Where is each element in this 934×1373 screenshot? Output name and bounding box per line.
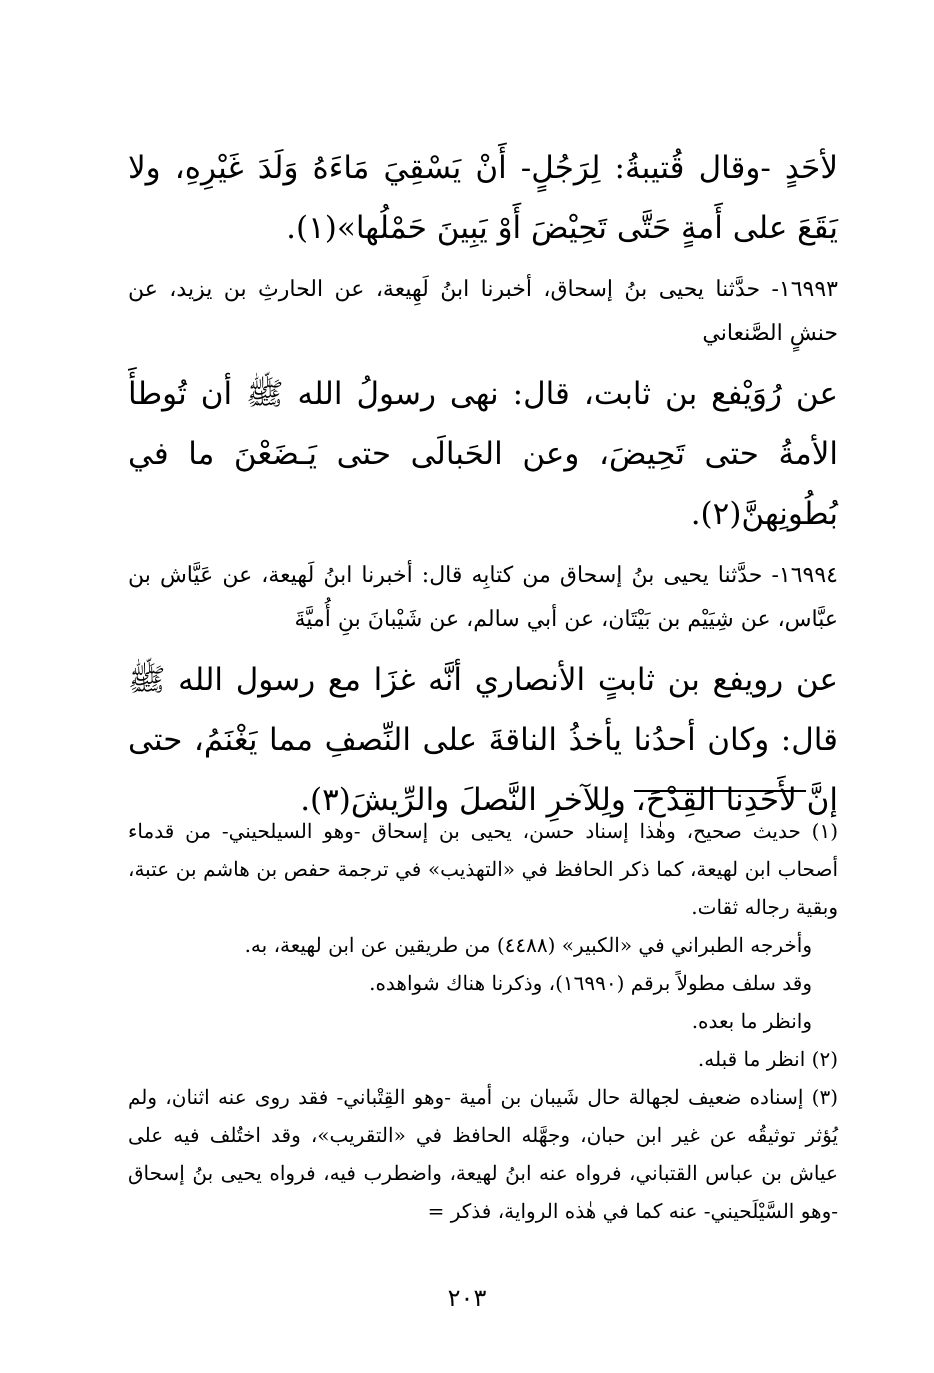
footnote-1: (١) حديث صحيح، وهٰذا إسناد حسن، يحيى بن إسحاق -وهو السيلحيني- من قدماء أصحاب ابن لهيعة، كما ذكر الحافظ في «التهذيب» في ترجمة حفص بن هاشم بن عتبة، وبقية رجاله ثقات. <box>128 819 838 919</box>
hadith-text-3: عن رويفع بن ثابتٍ الأنصاري أنَّه غزَا مع رسول الله ﷺ قال: وكان أحدُنا يأخذُ الناقةَ على النِّصفِ مما يَغْنَمُ، حتى إنَّ لأَحَدِنا القِدْحَ، ولِلآخرِ النَّصلَ والرِّيشَ(٣). <box>128 662 838 818</box>
footnote-1-see-next: وانظر ما بعده. <box>691 1009 812 1033</box>
footnote-1-takhrij: وأخرجه الطبراني في «الكبير» (٤٤٨٨) من طريقين عن ابن لهيعة، به. <box>244 933 812 957</box>
footnote-1-cross-reference: وقد سلف مطولاً برقم (١٦٩٩٠)، وذكرنا هناك شواهده. <box>369 971 812 995</box>
hadith-text-1: لأحَدٍ -وقال قُتيبةُ: لِرَجُلٍ- أَنْ يَسْقِيَ مَاءَهُ وَلَدَ غَيْرِهِ، ولا يَقَعَ على أَمةٍ حَتَّى تَحِيْضَ أَوْ يَبِينَ حَمْلُها»(١). <box>128 150 838 246</box>
isnad-16994: ١٦٩٩٤- حدَّثنا يحيى بنُ إسحاق من كتابِه قال: أخبرنا ابنُ لَهيعة، عن عَيَّاش بن عبَّاس، عن شِيَيْم بن بَيْتَان، عن أبي سالم، عن شَيْبانَ بنِ أُميَّةَ <box>128 563 838 632</box>
footnote-2: (٢) انظر ما قبله. <box>697 1047 838 1071</box>
footnote-separator <box>634 790 806 792</box>
footnote-3: (٣) إسناده ضعيف لجهالة حال شَيبان بن أمية -وهو القِتْباني- فقد روى عنه اثنان، ولم يُؤثر توثيقُه عن غير ابن حبان، وجهَّله الحافظ في «التقريب»، وقد اختُلف فيه على عياش بن عباس القتباني، فرواه عنه ابنُ لهيعة، واضطرب فيه، فرواه يحيى بنُ إسحاق -وهو السَّيْلَحيني- عنه كما في هٰذه الرواية، فذكر = <box>128 1085 838 1223</box>
footnotes <box>128 812 838 1230</box>
hadith-text-2: عن رُوَيْفع بن ثابت، قال: نهى رسولُ الله ﷺ أن تُوطأَ الأمةُ حتى تَحِيضَ، وعن الحَبالَى حتى يَـضَعْنَ ما في بُطُونِهنَّ(٢). <box>128 376 838 532</box>
isnad-16993: ١٦٩٩٣- حدَّثنا يحيى بنُ إسحاق، أخبرنا ابنُ لَهِيعة، عن الحارثِ بن يزيد، عن حنشٍ الصَّنعاني <box>128 277 838 346</box>
page-number: ٢٠٣ <box>447 1284 487 1312</box>
